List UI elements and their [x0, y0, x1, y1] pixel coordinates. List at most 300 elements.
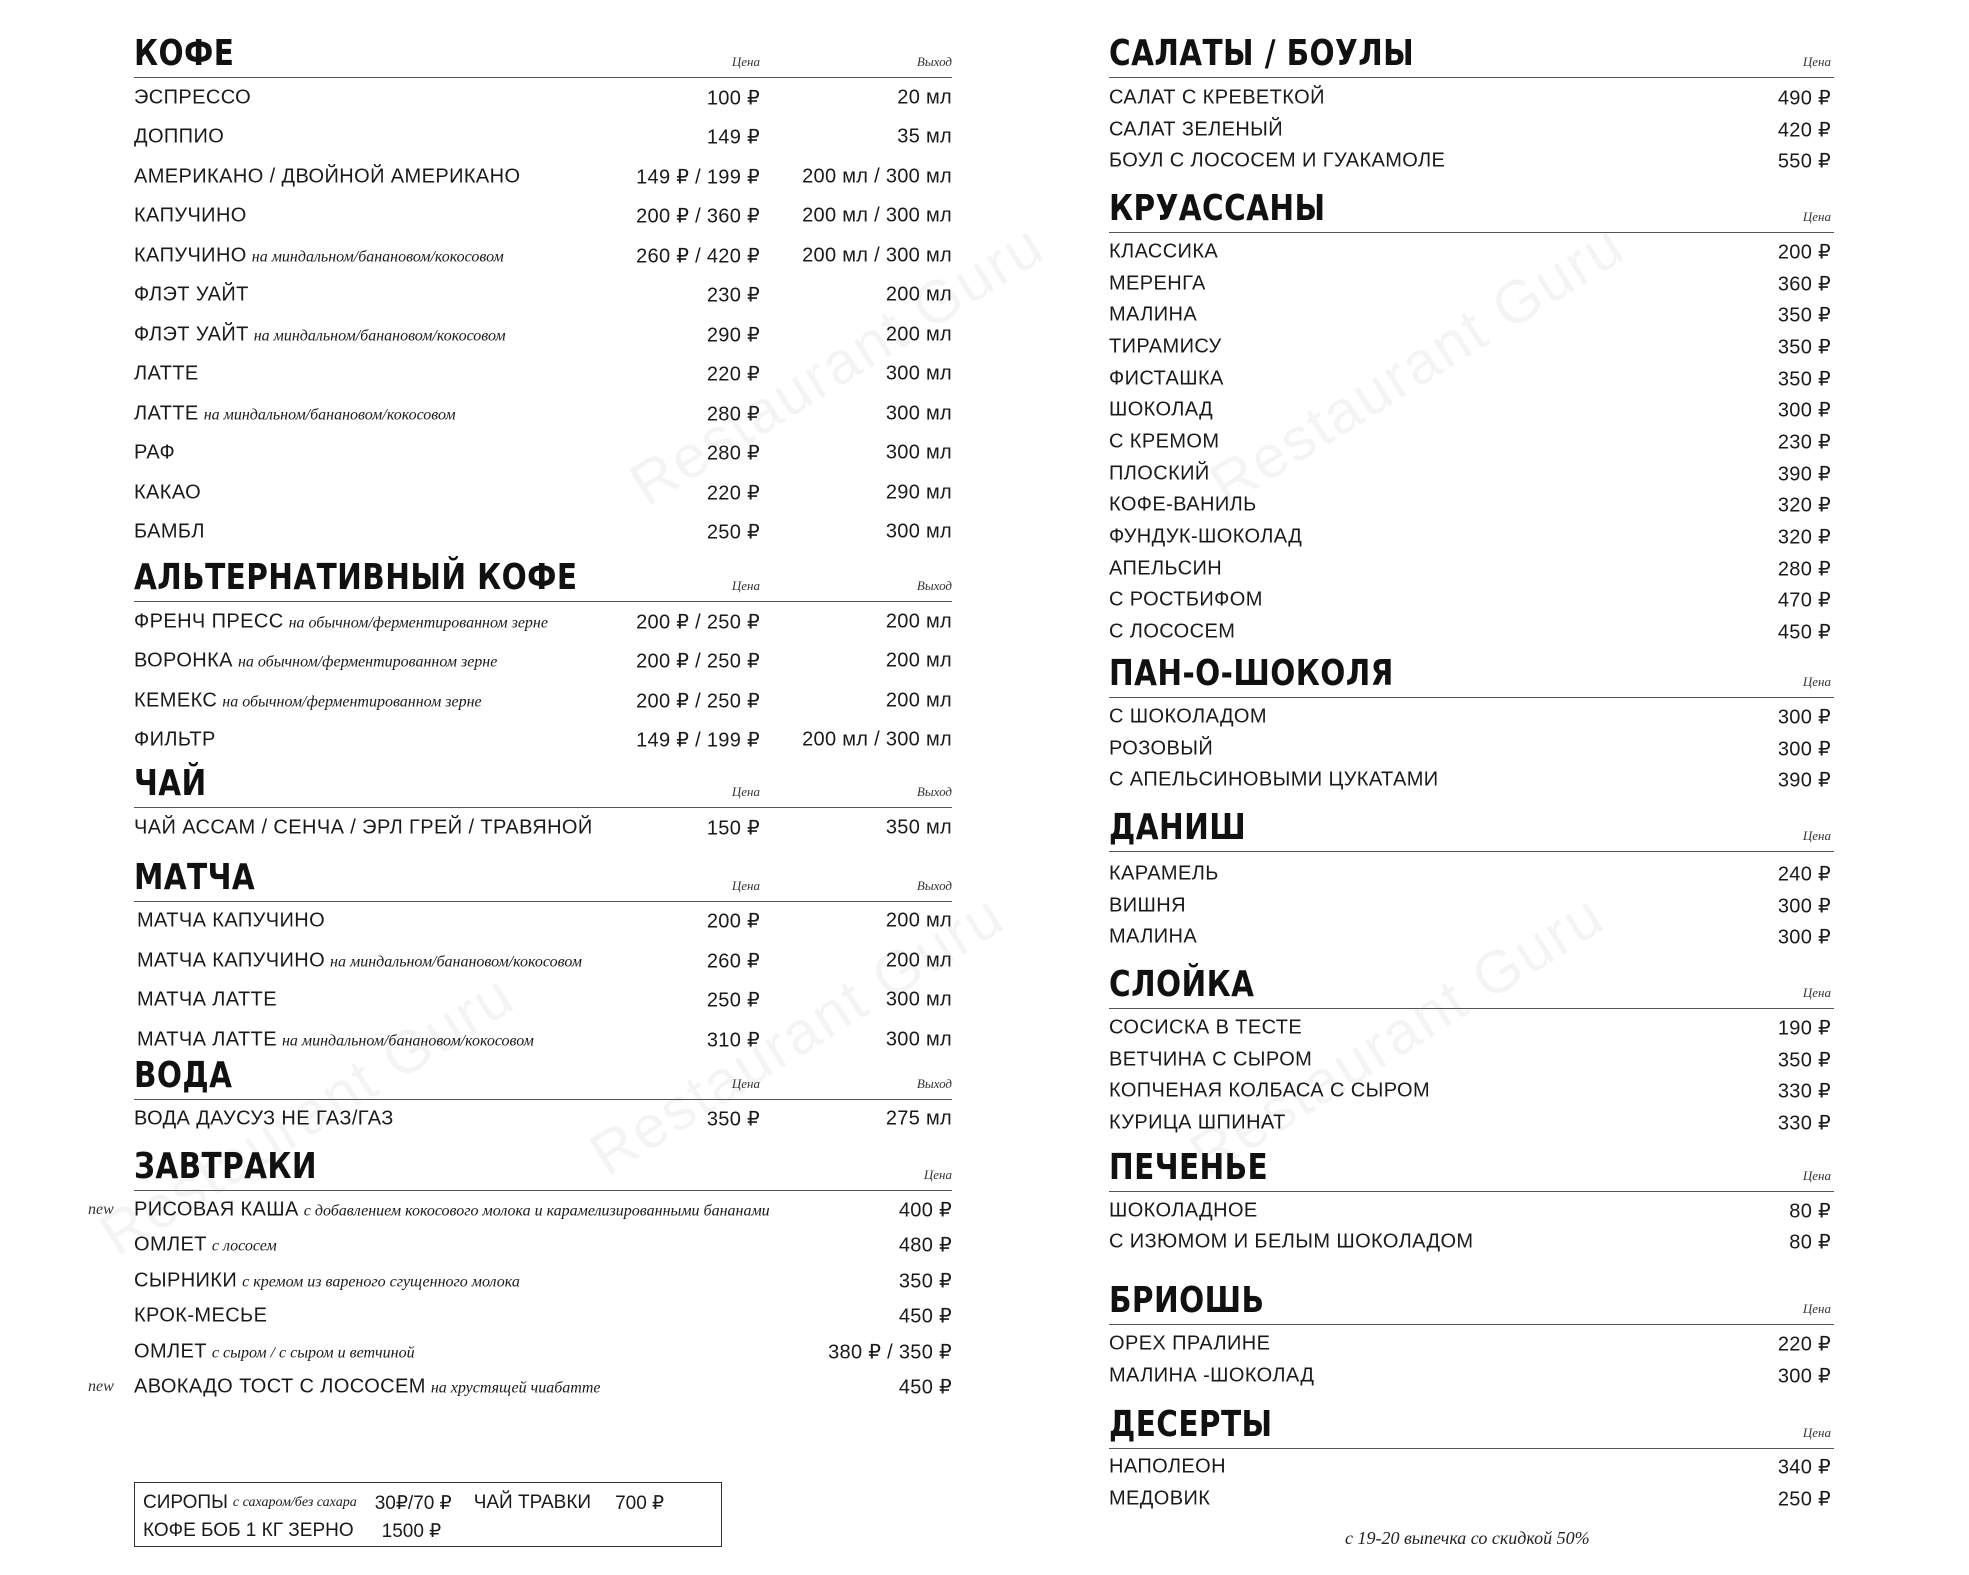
section-header [1109, 0, 1834, 78]
item-price: 330 ₽ [1777, 1080, 1831, 1103]
item-list [1109, 1012, 1834, 1139]
item-name: ЭСПРЕССО [134, 86, 252, 109]
syrups-label: СИРОПЫ [143, 1492, 228, 1513]
item-name: КРОК-МЕСЬЕ [134, 1304, 268, 1327]
new-badge: new [88, 1378, 114, 1396]
item-list [134, 1100, 952, 1140]
item-name: С КРЕМОМ [1109, 430, 1220, 453]
item-list [1109, 1328, 1834, 1391]
menu-item [1109, 299, 1834, 331]
section-tea [134, 760, 952, 848]
price-column-header: Цена [1802, 985, 1831, 1001]
menu-item [1109, 145, 1834, 177]
item-volume: 290 мл [885, 481, 952, 504]
menu-column-right [1109, 0, 1834, 1515]
item-name: САЛАТ ЗЕЛЕНЫЙ [1109, 118, 1284, 141]
item-note: на миндальном/банановом/кокосовом [330, 953, 582, 971]
item-volume: 300 мл [885, 520, 952, 543]
menu-item [134, 513, 952, 553]
item-name: АВОКАДО ТОСТ С ЛОСОСЕМ на хрустящей чиабатте [134, 1375, 601, 1398]
item-volume: 300 мл [885, 988, 952, 1011]
item-volume: 200 мл [885, 909, 952, 932]
menu-item [1109, 1328, 1834, 1360]
item-name: СОСИСКА В ТЕСТЕ [1109, 1016, 1303, 1039]
menu-item [1109, 1044, 1834, 1076]
item-name: ФЛЭТ УАЙТ на миндальном/банановом/кокосовом [134, 323, 506, 346]
menu-item [137, 981, 952, 1021]
section-header [1109, 1139, 1834, 1192]
menu-item [1109, 701, 1834, 733]
syrups-note: с сахаром/без сахара [232, 1495, 357, 1510]
volume-column-header: Выход [916, 877, 952, 893]
item-price: 350 ₽ [1777, 304, 1831, 327]
item-price: 320 ₽ [1777, 494, 1831, 517]
item-price: 80 ₽ [1789, 1200, 1831, 1223]
item-name: ДОППИО [134, 125, 225, 148]
menu-item [134, 355, 952, 395]
item-price: 100 ₽ [706, 87, 760, 110]
item-list [134, 602, 952, 760]
item-price: 149 ₽ / 199 ₽ [636, 166, 760, 189]
menu-item [134, 434, 952, 474]
item-name: АМЕРИКАНО / ДВОЙНОЙ АМЕРИКАНО [134, 165, 521, 188]
item-volume: 35 мл [897, 125, 952, 148]
item-volume: 200 мл [885, 610, 952, 633]
price-column-header: Цена [1802, 1424, 1831, 1440]
menu-item [134, 276, 952, 316]
menu-item [134, 1100, 952, 1140]
item-list [134, 78, 952, 552]
price-column-header: Цена [731, 784, 760, 799]
item-volume: 200 мл [885, 283, 952, 306]
menu-item [1109, 395, 1834, 427]
menu-item [134, 197, 952, 237]
item-volume: 200 мл [885, 649, 952, 672]
volume-column-header: Выход [916, 54, 952, 69]
item-list [88, 1192, 952, 1405]
price-column-header: Цена [731, 54, 760, 69]
item-name: С РОСТБИФОМ [1109, 588, 1263, 611]
menu-item [134, 394, 952, 434]
item-name: С АПЕЛЬСИНОВЫМИ ЦУКАТАМИ [1109, 768, 1439, 791]
item-name: МЕРЕНГА [1109, 272, 1206, 295]
item-price: 149 ₽ / 199 ₽ [636, 729, 760, 752]
item-name: КАПУЧИНО на миндальном/банановом/кокосовом [134, 244, 504, 267]
item-price: 240 ₽ [1777, 863, 1831, 886]
item-price: 260 ₽ [706, 950, 760, 973]
item-name: БАМБЛ [134, 520, 205, 543]
menu-item [1109, 363, 1834, 395]
item-price: 350 ₽ [898, 1270, 952, 1293]
menu-item [1109, 553, 1834, 585]
section-brioche [1109, 1258, 1834, 1391]
item-volume: 200 мл / 300 мл [802, 728, 952, 751]
item-price: 200 ₽ [1777, 241, 1831, 264]
menu-item [1109, 921, 1834, 953]
menu-item [1109, 1452, 1834, 1484]
item-name: С ШОКОЛАДОМ [1109, 705, 1267, 728]
menu-item [134, 1263, 952, 1299]
menu-item [1109, 114, 1834, 146]
item-price: 200 ₽ / 250 ₽ [636, 611, 760, 634]
volume-column-header: Выход [916, 1075, 952, 1091]
item-name: ФУНДУК-ШОКОЛАД [1109, 525, 1303, 548]
item-price: 260 ₽ / 420 ₽ [636, 245, 760, 268]
item-price: 300 ₽ [1777, 1365, 1831, 1388]
section-desserts [1109, 1392, 1834, 1515]
item-price: 300 ₽ [1777, 706, 1831, 729]
item-name: АПЕЛЬСИН [1109, 557, 1223, 580]
section-title: ДЕСЕРТЫ [1109, 1403, 1273, 1445]
menu-item [1109, 331, 1834, 363]
price-column-header: Цена [731, 1075, 760, 1091]
item-price: 450 ₽ [898, 1305, 952, 1328]
item-note: на хрустящей чиабатте [430, 1379, 601, 1397]
item-list [1109, 1195, 1834, 1258]
item-price: 220 ₽ [706, 482, 760, 505]
item-volume: 300 мл [885, 362, 952, 385]
item-price: 310 ₽ [706, 1029, 760, 1052]
menu-item [134, 118, 952, 158]
item-name: РОЗОВЫЙ [1109, 737, 1214, 760]
item-name: ВИШНЯ [1109, 894, 1186, 917]
item-price: 190 ₽ [1777, 1017, 1831, 1040]
item-name: САЛАТ С КРЕВЕТКОЙ [1109, 86, 1325, 109]
new-badge: new [88, 1200, 114, 1218]
item-price: 480 ₽ [898, 1234, 952, 1257]
price-column-header: Цена [731, 578, 760, 593]
section-title: ПЕЧЕНЬЕ [1109, 1146, 1269, 1188]
menu-item [134, 808, 952, 848]
item-note: на миндальном/банановом/кокосовом [203, 406, 456, 424]
item-price: 390 ₽ [1777, 769, 1831, 792]
item-price: 200 ₽ / 360 ₽ [636, 205, 760, 228]
item-list [1109, 701, 1834, 796]
item-note: на обычном/ферментированном зерне [222, 693, 482, 711]
item-price: 220 ₽ [1777, 1333, 1831, 1356]
item-name: МАТЧА ЛАТТЕ на миндальном/банановом/кокосовом [137, 1028, 534, 1051]
herbs-label: ЧАЙ ТРАВКИ [473, 1492, 592, 1513]
menu-item [1109, 890, 1834, 922]
section-header [134, 550, 952, 602]
item-price: 400 ₽ [898, 1199, 952, 1222]
item-price: 340 ₽ [1777, 1456, 1831, 1479]
item-price: 320 ₽ [1777, 526, 1831, 549]
section-salads [1109, 0, 1834, 177]
section-danish [1109, 796, 1834, 953]
price-column-header: Цена [923, 1167, 952, 1182]
section-water [134, 1054, 952, 1140]
section-title: ЗАВТРАКИ [134, 1146, 318, 1187]
section-pain-au-chocolat [1109, 648, 1834, 796]
price-column-header: Цена [1802, 828, 1831, 844]
item-name: С ЛОСОСЕМ [1109, 620, 1236, 643]
item-price: 490 ₽ [1777, 87, 1831, 110]
item-name: КАПУЧИНО [134, 204, 247, 227]
item-price: 149 ₽ [706, 126, 760, 149]
section-breakfast [88, 1141, 952, 1405]
section-header [134, 0, 952, 78]
item-name: НАПОЛЕОН [1109, 1455, 1226, 1478]
item-name: КОФЕ-ВАНИЛЬ [1109, 493, 1257, 516]
item-name: ФЛЭТ УАЙТ [134, 283, 249, 306]
item-price: 250 ₽ [706, 521, 760, 544]
item-list [134, 808, 952, 848]
item-name: ОМЛЕТ с сыром / с сыром и ветчиной [134, 1340, 415, 1363]
item-note: с лососем [211, 1237, 277, 1255]
menu-item [1109, 1227, 1834, 1259]
item-volume: 200 мл / 300 мл [802, 244, 952, 267]
item-note: с добавлением кокосового молока и карамелизированными бананами [303, 1202, 770, 1220]
menu-item [134, 602, 952, 642]
menu-item [134, 1228, 952, 1264]
item-price: 150 ₽ [706, 817, 760, 840]
item-price: 80 ₽ [1789, 1231, 1831, 1254]
section-header [1109, 953, 1834, 1009]
section-cookies [1109, 1139, 1834, 1258]
item-price: 200 ₽ / 250 ₽ [636, 650, 760, 673]
item-price: 200 ₽ [706, 910, 760, 933]
item-name: ВОДА ДАУСУЗ НЕ ГАЗ/ГАЗ [134, 1107, 394, 1130]
item-volume: 200 мл [885, 323, 952, 346]
item-name: КАКАО [134, 481, 202, 504]
section-header [134, 1141, 952, 1191]
item-name: ВОРОНКА на обычном/ферментированном зерне [134, 649, 498, 672]
item-name: РИСОВАЯ КАША с добавлением кокосового молока и карамелизированными бананами [134, 1198, 770, 1221]
menu-item [1109, 426, 1834, 458]
menu-item [134, 642, 952, 682]
item-note: на обычном/ферментированном зерне [288, 614, 548, 632]
item-name: ЛАТТЕ [134, 362, 199, 385]
menu-item [1109, 490, 1834, 522]
item-note: на обычном/ферментированном зерне [237, 653, 498, 671]
section-title: КРУАССАНЫ [1109, 188, 1326, 230]
item-name: МАЛИНА [1109, 925, 1198, 948]
item-name: МАТЧА ЛАТТЕ [137, 988, 277, 1011]
section-title: АЛЬТЕРНАТИВНЫЙ КОФЕ [134, 557, 578, 598]
item-name: ПЛОСКИЙ [1109, 462, 1210, 485]
section-alt-coffee [134, 550, 952, 760]
menu-item [1109, 268, 1834, 300]
menu-item [1109, 1195, 1834, 1227]
item-price: 250 ₽ [1777, 1488, 1831, 1511]
section-puff [1109, 953, 1834, 1139]
item-name: ФИЛЬТР [134, 728, 216, 751]
item-price: 350 ₽ [706, 1108, 760, 1131]
item-name: КЕМЕКС на обычном/ферментированном зерне [134, 689, 482, 712]
menu-item [1109, 236, 1834, 268]
menu-item [1109, 1107, 1834, 1139]
item-name: МАЛИНА -ШОКОЛАД [1109, 1364, 1315, 1387]
item-name: С ИЗЮМОМ И БЕЛЫМ ШОКОЛАДОМ [1109, 1230, 1474, 1253]
item-price: 300 ₽ [1777, 399, 1831, 422]
menu-item [88, 1370, 952, 1406]
menu-item [1109, 733, 1834, 765]
item-volume: 200 мл / 300 мл [802, 204, 952, 227]
section-header [134, 760, 952, 808]
price-column-header: Цена [1802, 1167, 1831, 1183]
section-title: ЧАЙ [134, 763, 207, 804]
item-volume: 275 мл [885, 1107, 952, 1130]
menu-item [88, 1192, 952, 1228]
item-price: 200 ₽ / 250 ₽ [636, 690, 760, 713]
item-price: 420 ₽ [1777, 119, 1831, 142]
menu-item [137, 941, 952, 981]
section-header [134, 1054, 952, 1100]
price-column-header: Цена [1802, 54, 1831, 69]
item-volume: 300 мл [885, 1028, 952, 1051]
item-price: 350 ₽ [1777, 336, 1831, 359]
price-column-header: Цена [731, 877, 760, 893]
menu-item [134, 157, 952, 197]
item-name: ШОКОЛАД [1109, 398, 1214, 421]
item-name: ФРЕНЧ ПРЕСС на обычном/ферментированном зерне [134, 610, 548, 633]
menu-item [1109, 1012, 1834, 1044]
item-price: 350 ₽ [1777, 1049, 1831, 1072]
section-title: СЛОЙКА [1109, 964, 1255, 1006]
item-price: 300 ₽ [1777, 926, 1831, 949]
item-volume: 300 мл [885, 402, 952, 425]
item-price: 550 ₽ [1777, 150, 1831, 173]
item-list [1109, 1452, 1834, 1515]
item-price: 390 ₽ [1777, 463, 1831, 486]
menu-item [134, 681, 952, 721]
menu-item [1109, 82, 1834, 114]
item-price: 330 ₽ [1777, 1112, 1831, 1135]
item-name: КУРИЦА ШПИНАТ [1109, 1111, 1286, 1134]
item-note: на миндальном/банановом/кокосовом [251, 248, 504, 266]
section-header [1109, 648, 1834, 698]
item-price: 280 ₽ [706, 403, 760, 426]
item-volume: 200 мл [885, 689, 952, 712]
item-price: 230 ₽ [1777, 431, 1831, 454]
menu-item [1109, 458, 1834, 490]
section-title: САЛАТЫ / БОУЛЫ [1109, 33, 1415, 74]
item-volume: 200 мл [885, 949, 952, 972]
section-header [1109, 1392, 1834, 1449]
menu-item [1109, 764, 1834, 796]
menu-item [134, 315, 952, 355]
item-name: ОРЕХ ПРАЛИНЕ [1109, 1332, 1271, 1355]
menu-item [1109, 1483, 1834, 1515]
section-title: ВОДА [134, 1054, 233, 1096]
item-price: 290 ₽ [706, 324, 760, 347]
item-name: ФИСТАШКА [1109, 367, 1224, 390]
section-title: БРИОШЬ [1109, 1280, 1265, 1322]
menu-item [1109, 1076, 1834, 1108]
item-name: ШОКОЛАДНОЕ [1109, 1199, 1258, 1222]
item-price: 450 ₽ [1777, 621, 1831, 644]
section-title: ПАН-О-ШОКОЛЯ [1109, 653, 1394, 694]
extras-line [143, 1517, 713, 1545]
price-column-header: Цена [1802, 674, 1831, 689]
item-price: 230 ₽ [706, 284, 760, 307]
item-price: 470 ₽ [1777, 589, 1831, 612]
section-header [1109, 796, 1834, 852]
section-coffee [134, 0, 952, 552]
menu-item [134, 78, 952, 118]
section-header [1109, 177, 1834, 233]
menu-item [1109, 858, 1834, 890]
syrups-price: 30₽/70 ₽ [374, 1492, 452, 1514]
section-title: ДАНИШ [1109, 807, 1247, 849]
item-name: РАФ [134, 441, 176, 464]
section-croissants [1109, 177, 1834, 648]
item-price: 220 ₽ [706, 363, 760, 386]
price-column-header: Цена [1802, 1301, 1831, 1317]
extras-box [134, 1482, 722, 1547]
menu-item [137, 1020, 952, 1060]
item-name: МАТЧА КАПУЧИНО на миндальном/банановом/кокосовом [137, 949, 582, 972]
item-price: 380 ₽ / 350 ₽ [828, 1341, 952, 1364]
volume-column-header: Выход [916, 784, 952, 799]
item-name: КАРАМЕЛЬ [1109, 862, 1219, 885]
menu-item [134, 236, 952, 276]
item-list [1109, 236, 1834, 648]
section-header [1109, 1258, 1834, 1325]
section-header [134, 852, 952, 902]
item-volume: 300 мл [885, 441, 952, 464]
item-name: МАТЧА КАПУЧИНО [137, 909, 326, 932]
menu-item [1109, 521, 1834, 553]
item-list [134, 902, 952, 1060]
bakery-discount-note: с 19-20 выпечка со скидкой 50% [1345, 1528, 1590, 1548]
item-note: с сыром / с сыром и ветчиной [211, 1344, 415, 1362]
item-volume: 20 мл [897, 86, 952, 109]
item-note: на миндальном/банановом/кокосовом [253, 327, 506, 345]
herbs-price: 700 ₽ [615, 1492, 665, 1514]
menu-item [1109, 1360, 1834, 1392]
item-price: 280 ₽ [1777, 558, 1831, 581]
menu-item [1109, 585, 1834, 617]
item-name: БОУЛ С ЛОСОСЕМ И ГУАКАМОЛЕ [1109, 149, 1446, 172]
beans-price: 1500 ₽ [381, 1520, 442, 1542]
item-name: ВЕТЧИНА С СЫРОМ [1109, 1048, 1313, 1071]
item-price: 350 ₽ [1777, 368, 1831, 391]
volume-column-header: Выход [916, 578, 952, 593]
item-name: КЛАССИКА [1109, 240, 1219, 263]
item-note: на миндальном/банановом/кокосовом [281, 1032, 534, 1050]
item-name: ОМЛЕТ с лососем [134, 1233, 277, 1256]
beans-label: КОФЕ БОБ 1 КГ ЗЕРНО [143, 1520, 354, 1541]
menu-column-left [88, 0, 952, 1405]
extras-line [143, 1489, 713, 1517]
menu-item [134, 721, 952, 761]
item-name: МЕДОВИК [1109, 1487, 1211, 1510]
price-column-header: Цена [1802, 209, 1831, 225]
menu-item [137, 902, 952, 942]
section-matcha [134, 852, 952, 1060]
item-list [1109, 82, 1834, 177]
item-name: КОПЧЕНАЯ КОЛБАСА С СЫРОМ [1109, 1079, 1431, 1102]
item-price: 300 ₽ [1777, 895, 1831, 918]
item-volume: 200 мл / 300 мл [802, 165, 952, 188]
menu-item [1109, 616, 1834, 648]
menu-item [134, 1299, 952, 1335]
section-title: КОФЕ [134, 33, 235, 74]
item-price: 280 ₽ [706, 442, 760, 465]
item-volume: 350 мл [885, 816, 952, 839]
item-name: ЧАЙ АССАМ / СЕНЧА / ЭРЛ ГРЕЙ / ТРАВЯНОЙ [134, 816, 593, 839]
item-name: МАЛИНА [1109, 303, 1198, 326]
item-price: 360 ₽ [1777, 273, 1831, 296]
item-price: 250 ₽ [706, 989, 760, 1012]
item-name: ЛАТТЕ на миндальном/банановом/кокосовом [134, 402, 456, 425]
item-note: с кремом из вареного сгущенного молока [242, 1273, 520, 1291]
item-name: ТИРАМИСУ [1109, 335, 1222, 358]
menu-item [134, 1334, 952, 1370]
item-name: СЫРНИКИ с кремом из вареного сгущенного молока [134, 1269, 520, 1292]
